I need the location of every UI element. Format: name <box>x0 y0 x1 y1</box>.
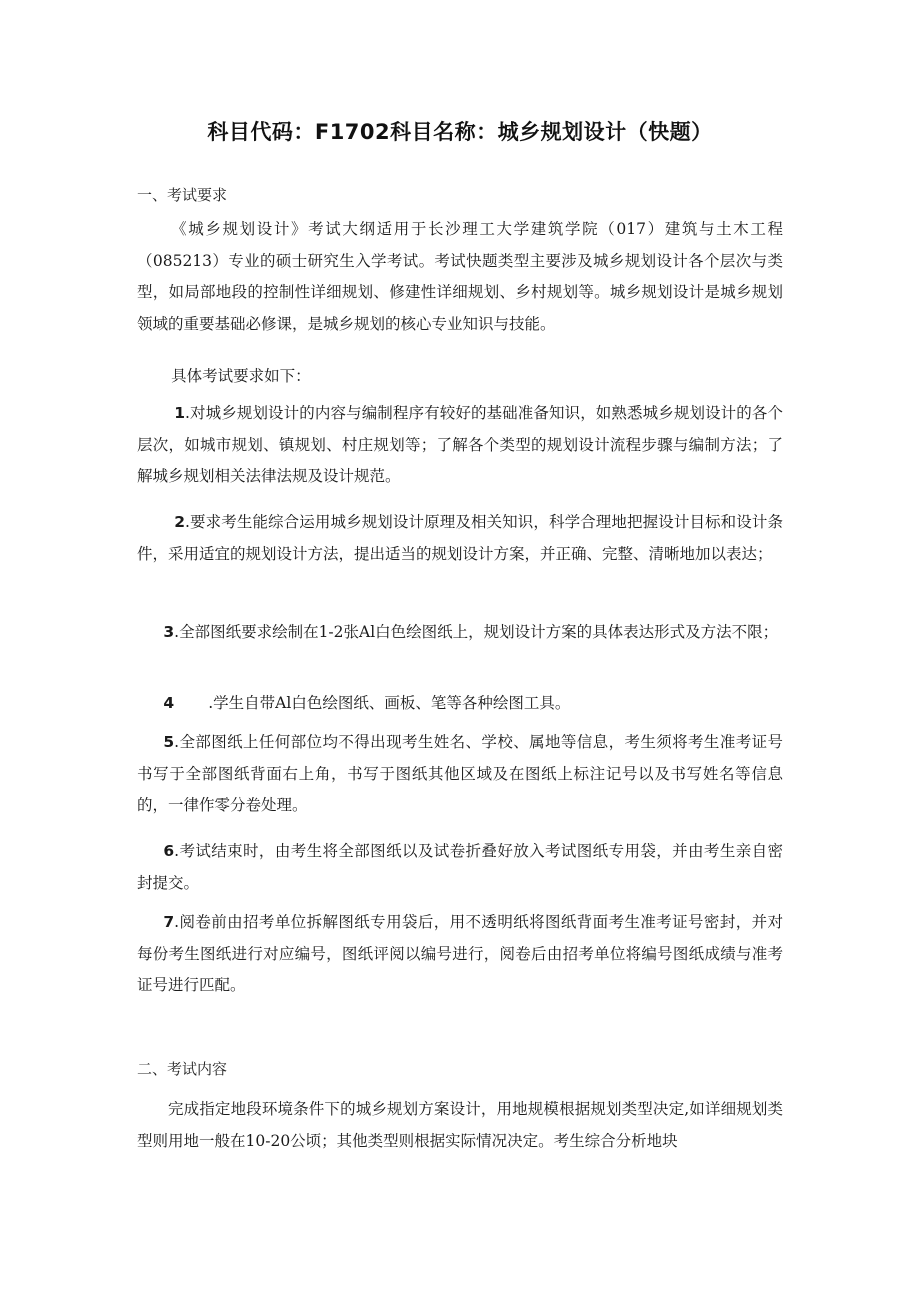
item-number: 5 <box>163 733 175 751</box>
requirement-item-2 <box>137 507 783 570</box>
section-heading-content: 二、考试内容 <box>137 1060 228 1078</box>
item-text: .要求考生能综合运用城乡规划设计原理及相关知识，科学合理地把握设计目标和设计条件，采用适宜的规划设计方法，提出适当的规划设计方案，并正确、完整、清晰地加以表达； <box>137 513 783 563</box>
requirement-item-3 <box>137 617 783 649</box>
item-number: 2 <box>174 513 185 531</box>
item-number: 1 <box>174 404 185 422</box>
item-number: 6 <box>163 842 175 860</box>
requirement-item-5 <box>137 727 783 822</box>
item-number: 7 <box>163 913 175 931</box>
item-text: .对城乡规划设计的内容与编制程序有较好的基础准备知识，如熟悉城乡规划设计的各个层次，如城市规划、镇规划、村庄规划等；了解各个类型的规划设计流程步骤与编制方法；了解城乡规划相关法律法规及设计规范。 <box>137 404 783 485</box>
item-text: .阅卷前由招考单位拆解图纸专用袋后，用不透明纸将图纸背面考生准考证号密封，并对每份考生图纸进行对应编号，图纸评阅以编号进行，阅卷后由招考单位将编号图纸成绩与准考证号进行匹配。 <box>137 913 783 994</box>
item-text: .全部图纸要求绘制在1-2张Al白色绘图纸上，规划设计方案的具体表达形式及方法不限； <box>174 623 779 641</box>
requirement-item-1 <box>137 398 783 493</box>
requirement-item-4 <box>137 688 783 720</box>
item-number: 4 <box>163 694 175 712</box>
intro-paragraph: 《城乡规划设计》考试大纲适用于长沙理工大学建筑学院（017）建筑与土木工程（085213）专业的硕士研究生入学考试。考试快题类型主要涉及城乡规划设计各个层次与类型，如局部地段的控制性详细规划、修建性详细规划、乡村规划等。城乡规划设计是城乡规划领域的重要基础必修课，是城乡规划的核心专业知识与技能。 <box>137 220 783 333</box>
item-text: .考试结束时，由考生将全部图纸以及试卷折叠好放入考试图纸专用袋，并由考生亲自密封提交。 <box>137 842 783 892</box>
item-text: .全部图纸上任何部位均不得出现考生姓名、学校、属地等信息，考生须将考生准考证号书写于全部图纸背面右上角，书写于图纸其他区域及在图纸上标注记号以及书写姓名等信息的，一律作零分卷处理。 <box>137 733 783 814</box>
section-heading-requirements: 一、考试要求 <box>137 186 228 204</box>
item-number: 3 <box>163 623 175 641</box>
requirements-lead: 具体考试要求如下： <box>171 367 311 385</box>
page-title: 科目代码：F1702科目名称：城乡规划设计（快题） <box>207 120 713 144</box>
requirement-item-6 <box>137 836 783 899</box>
requirement-item-7 <box>137 907 783 1002</box>
item-text: .学生自带Al白色绘图纸、画板、笔等各种绘图工具。 <box>208 694 571 712</box>
content-paragraph: 完成指定地段环境条件下的城乡规划方案设计，用地规模根据规划类型决定,如详细规划类型则用地一般在10-20公顷；其他类型则根据实际情况决定。考生综合分析地块 <box>137 1100 783 1150</box>
